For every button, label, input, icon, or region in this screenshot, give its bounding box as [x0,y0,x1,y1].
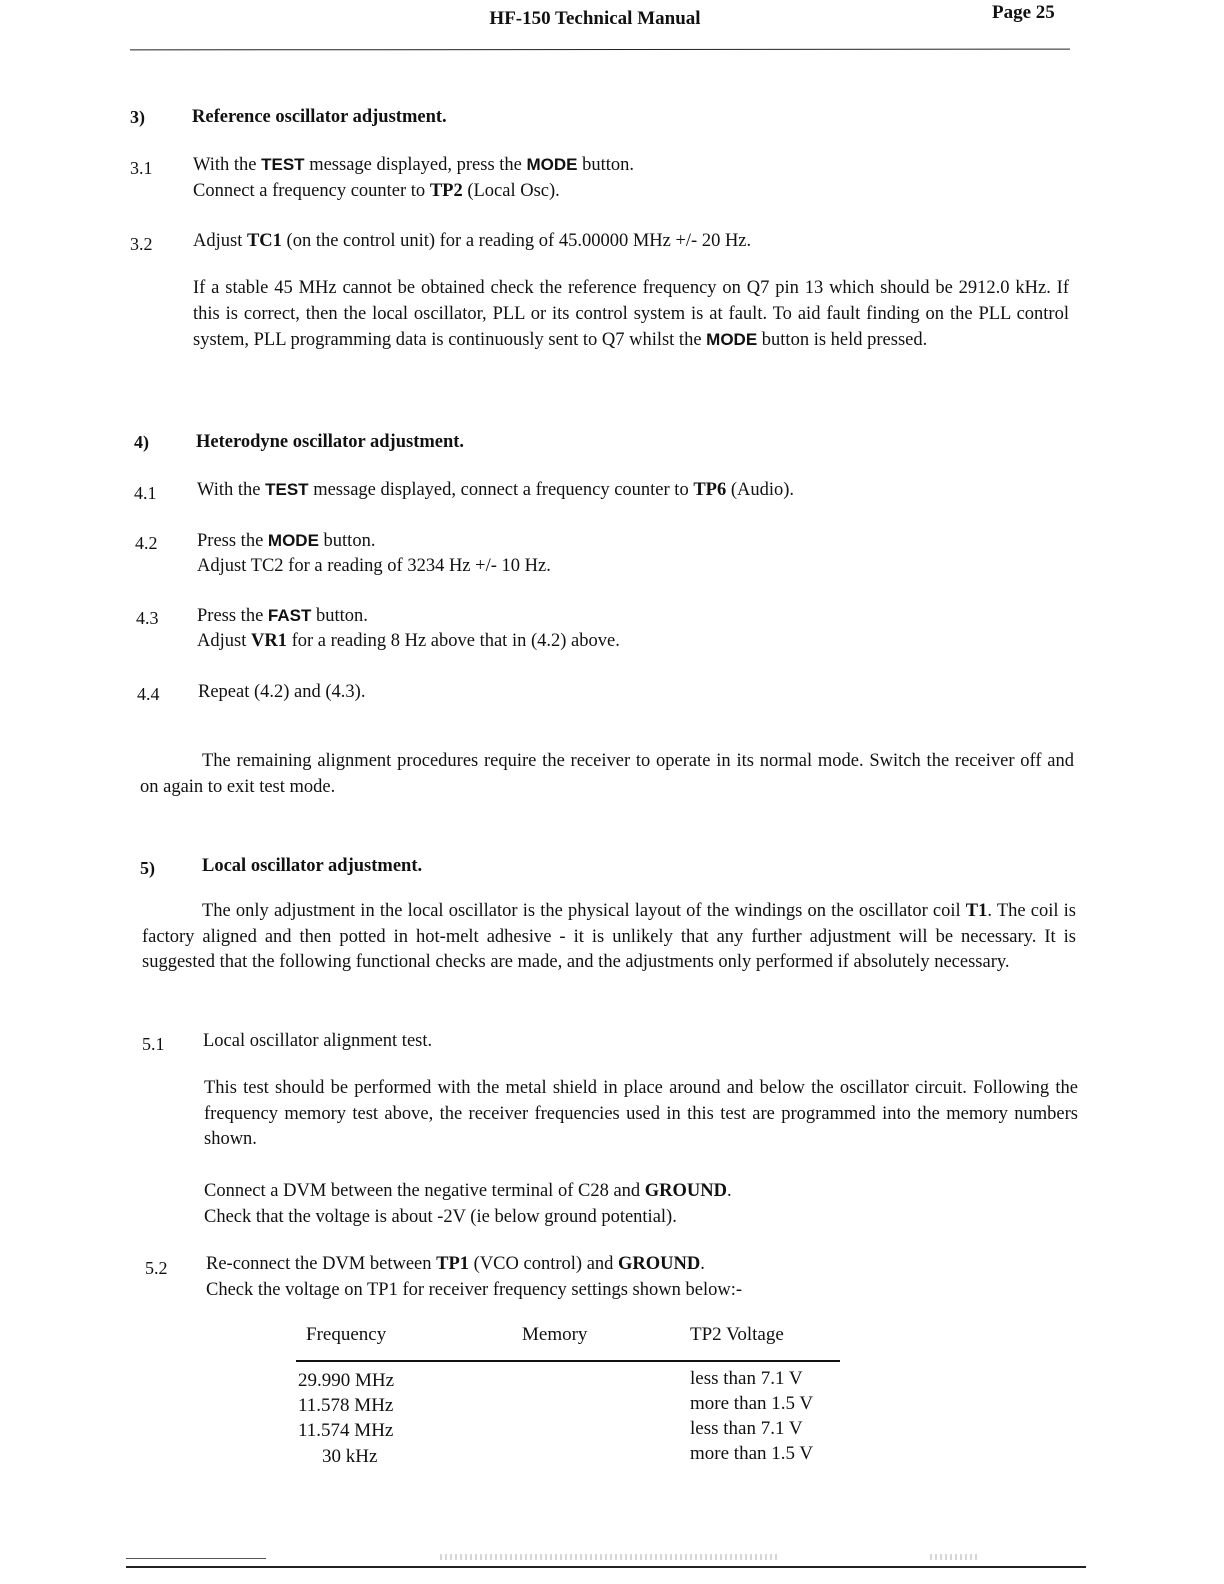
step-4-3-number: 4.3 [136,608,159,628]
section-3-title: Reference oscillator adjustment. [192,107,447,127]
step-5-1-title: Local oscillator alignment test. [203,1031,433,1051]
step-4-4-line: Repeat (4.2) and (4.3). [198,682,366,702]
scan-noise [440,1554,780,1560]
step-5-2-number: 5.2 [145,1258,168,1278]
step-3-1-line-1: With the TEST message displayed, press the MODE button. [193,155,635,175]
step-3-2-line-1: Adjust TC1 (on the control unit) for a reading of 45.00000 MHz +/- 20 Hz. [193,231,752,251]
table-row-4-frequency: 30 kHz [322,1446,378,1467]
table-row-3-frequency: 11.574 MHz [298,1420,394,1441]
table-row-2-voltage: more than 1.5 V [690,1393,814,1414]
table-row-1-voltage: less than 7.1 V [690,1368,803,1389]
table-row-2-frequency: 11.578 MHz [298,1395,394,1416]
table-row-4-voltage: more than 1.5 V [690,1443,814,1464]
step-5-1-check-line: Check that the voltage is about -2V (ie below ground potential). [204,1207,677,1227]
step-5-1-number: 5.1 [142,1034,165,1054]
header-divider [130,49,1070,51]
step-4-2-number: 4.2 [135,533,158,553]
step-5-2-line-1: Re-connect the DVM between TP1 (VCO control) and GROUND. [206,1254,705,1274]
column-header-tp2-voltage: TP2 Voltage [690,1324,784,1345]
section-3-number: 3) [130,107,145,127]
table-row-1-frequency: 29.990 MHz [298,1370,395,1391]
footer-divider [126,1566,1086,1568]
section-4-title: Heterodyne oscillator adjustment. [196,432,465,452]
step-3-1-line-2: Connect a frequency counter to TP2 (Local Osc). [193,181,560,201]
manual-title: HF-150 Technical Manual [489,8,701,29]
remaining-procedures-paragraph: The remaining alignment procedures require the receiver to operate in its normal mode. Switch the receiver off and on again to exit test mode. [140,751,1074,797]
step-5-1-connect-line: Connect a DVM between the negative terminal of C28 and GROUND. [204,1181,732,1201]
step-4-2-line-2: Adjust TC2 for a reading of 3234 Hz +/- 10 Hz. [197,556,551,576]
step-3-2-paragraph: If a stable 45 MHz cannot be obtained check the reference frequency on Q7 pin 13 which should be 2912.0 kHz. If this is correct, then the local oscillator, PLL or its control system is at fault. To aid fault finding on the PLL control system, PLL programming data is continuously sent to Q7 whilst the MODE button is held pressed. [193,278,1069,350]
table-header-rule [296,1360,840,1362]
column-header-frequency: Frequency [306,1324,387,1345]
keyword-mode: MODE [526,155,578,174]
scan-noise-right [930,1554,980,1560]
section-5-title: Local oscillator adjustment. [202,856,423,876]
step-4-4-number: 4.4 [137,684,160,704]
keyword-test: TEST [261,155,305,174]
step-5-1-paragraph: This test should be performed with the metal shield in place around and below the oscillator circuit. Following the frequency memory test above, the receiver frequencies used in this test are programmed into the memory numbers shown. [204,1078,1078,1149]
step-3-2-number: 3.2 [130,234,153,254]
step-5-2-line-2: Check the voltage on TP1 for receiver frequency settings shown below:- [206,1280,743,1300]
step-4-1-number: 4.1 [134,483,157,503]
step-3-1-number: 3.1 [130,158,153,178]
step-4-2-line-1: Press the MODE button. [197,531,376,551]
table-row-3-voltage: less than 7.1 V [690,1418,803,1439]
step-4-1-line: With the TEST message displayed, connect a frequency counter to TP6 (Audio). [197,480,795,500]
section-5-intro-paragraph: The only adjustment in the local oscillator is the physical layout of the windings on the oscillator coil T1. The coil is factory aligned and then potted in hot-melt adhesive - it is unlikely that any further adjustment will be necessary. It is suggested that the following functional checks are made, and the adjustments only performed if absolutely necessary. [142,901,1076,972]
column-header-memory: Memory [522,1324,588,1345]
step-4-3-line-2: Adjust VR1 for a reading 8 Hz above that in (4.2) above. [197,631,620,651]
section-5-number: 5) [140,858,155,878]
page-number: Page 25 [992,2,1055,23]
step-4-3-line-1: Press the FAST button. [197,606,368,626]
section-4-number: 4) [134,432,149,452]
footer-short-rule [126,1558,266,1559]
